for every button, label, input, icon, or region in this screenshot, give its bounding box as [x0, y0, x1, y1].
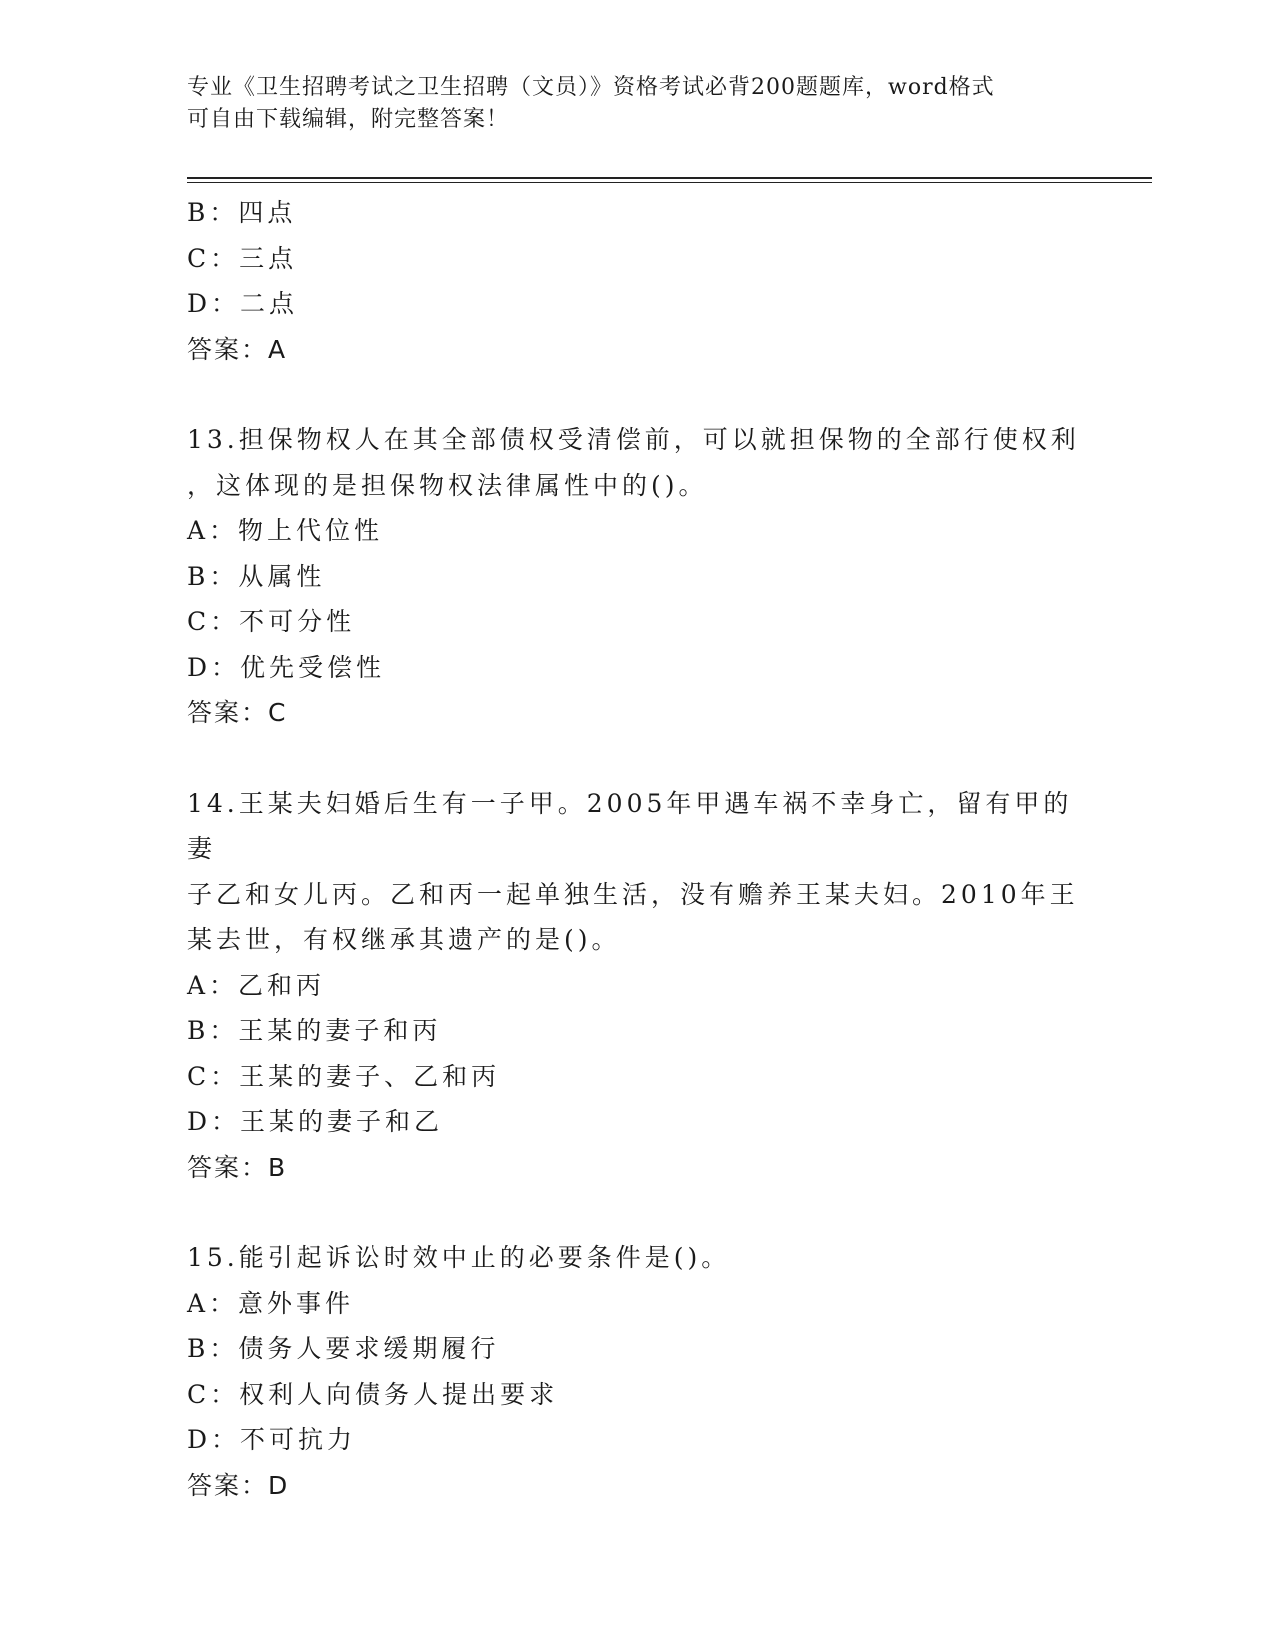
option-a: A：物上代位性: [187, 516, 384, 545]
question-text-line: 某去世，有权继承其遗产的是()。: [187, 925, 621, 954]
answer-line: 答案：C: [187, 698, 288, 727]
option-d: D：优先受偿性: [187, 652, 386, 682]
question-text-line: 子乙和女儿丙。乙和丙一起单独生活，没有赡养王某夫妇。2010年王: [187, 879, 1079, 909]
document-header: [187, 72, 1067, 136]
option-b: B：王某的妻子和丙: [187, 1016, 442, 1045]
header-divider-thin: [187, 182, 1152, 183]
option-d: D：不可抗力: [187, 1425, 357, 1454]
option-c: C：王某的妻子、乙和丙: [187, 1061, 501, 1091]
option-a: A：意外事件: [187, 1288, 355, 1318]
header-line-2: 可自由下载编辑，附完整答案！: [187, 107, 510, 132]
header-line-1: 专业《卫生招聘考试之卫生招聘（文员）》资格考试必背200题题库，word格式: [187, 75, 995, 100]
option-d: D：二点: [187, 289, 299, 318]
answer-line: 答案：A: [187, 334, 288, 364]
spacer: [187, 736, 1087, 781]
option-b: B：债务人要求缓期履行: [187, 1334, 500, 1363]
spacer: [187, 372, 1087, 417]
option-a: A：乙和丙: [187, 970, 326, 1000]
answer-line: 答案：D: [187, 1470, 290, 1500]
prev-question: [187, 190, 1087, 372]
spacer: [187, 1190, 1087, 1235]
question-14: [187, 781, 1087, 1191]
option-b: B：从属性: [187, 561, 326, 591]
option-c: C：权利人向债务人提出要求: [187, 1379, 559, 1409]
question-text-line: 14.王某夫妇婚后生有一子甲。2005年甲遇车祸不幸身亡，留有甲的妻: [187, 788, 1073, 863]
question-text-line: ，这体现的是担保物权法律属性中的()。: [187, 470, 708, 500]
question-content: [187, 190, 1087, 1508]
question-text-line: 13.担保物权人在其全部债权受清偿前，可以就担保物的全部行使权利: [187, 425, 1080, 454]
option-c: C：不可分性: [187, 607, 356, 636]
option-b: B：四点: [187, 198, 297, 227]
question-text-line: 15.能引起诉讼时效中止的必要条件是()。: [187, 1243, 731, 1272]
question-15: [187, 1235, 1087, 1508]
question-13: [187, 417, 1087, 736]
answer-line: 答案：B: [187, 1152, 288, 1182]
option-d: D：王某的妻子和乙: [187, 1107, 444, 1136]
option-c: C：三点: [187, 243, 298, 273]
header-divider-thick: [187, 177, 1152, 179]
